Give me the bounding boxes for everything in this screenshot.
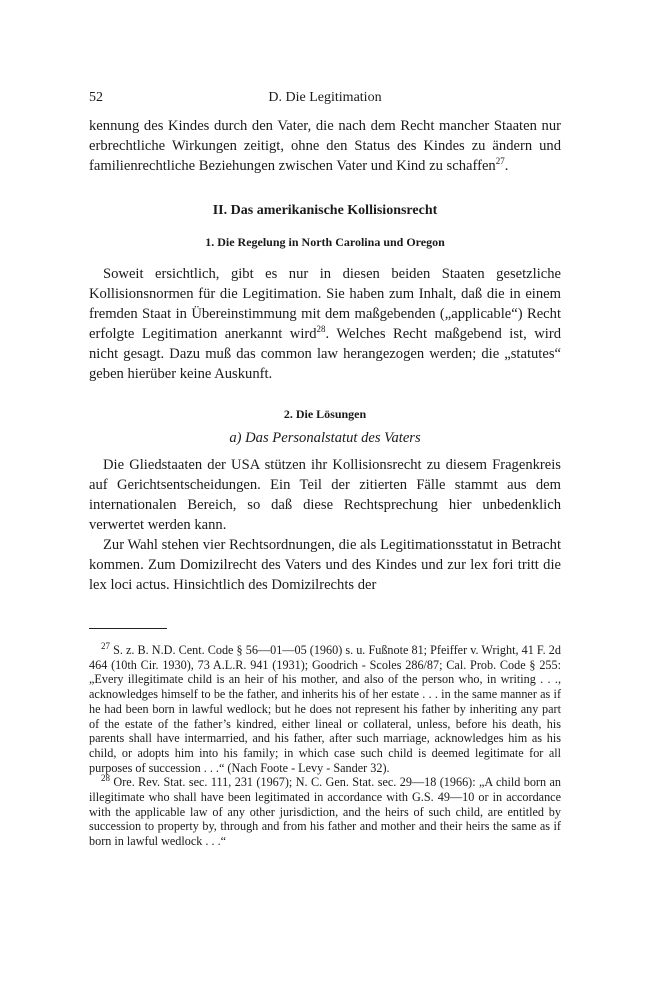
section-heading: II. Das amerikanische Kollisionsrecht (212, 203, 438, 218)
paragraph-text: . Welches Recht maßgebend ist, wird nicht gesagt. Dazu muß das common law herangezogen werden; die „statutes“ geben hierüber keine Auskunft. (89, 326, 561, 382)
paragraph-continuation (89, 116, 561, 176)
running-head: D. Die Legitimation (268, 90, 382, 105)
footnote-27 (89, 640, 561, 775)
footnote-28 (89, 775, 561, 849)
page-header (89, 90, 561, 116)
footnote-ref-28: 28 (316, 324, 326, 335)
footnote-text: S. z. B. N.D. Cent. Code § 56—01—05 (1960) s. u. Fußnote 81; Pfeiffer v. Wright, 41 F. 2d 464 (10th Cir. 1930), 73 A.L.R. 941 (1931); Goodrich - Scoles 286/87; Cal. Prob. Code § 255: „Every illegitimate child is an heir of his mother, and also of the person who, in writing . . ., acknowledges himself to be the father, and inherits his of her estate . . . in the same manner as if he had been born in lawful wedlock; but he does not represent his father by inheriting any part of the estate of the father’s kindred, either lineal or collateral, unless, before his death, his parents shall have intermarried, and his father, after such marriage, acknowledges him as his child, or adopts him into his family; in which case such child is deemed legitimate for all purposes of succession . . .“ (Nach Foote - Levy - Sander 32). (89, 643, 561, 775)
subsection-heading-1: 1. Die Regelung in North Carolina und Oregon (205, 235, 445, 249)
subsubsection-heading: a) Das Personalstatut des Vaters (229, 430, 421, 446)
page-number: 52 (89, 90, 103, 105)
book-page (89, 90, 561, 849)
paragraph-case-law: Die Gliedstaaten der USA stützen ihr Kollisionsrecht zu diesem Fragenkreis auf Gerichtsentscheidungen. Ein Teil der zitierten Fälle stammt aus dem internationalen Bereich, so daß diese Rechtsprechung hier unbedenklich verwertet werden kann. (89, 457, 561, 533)
paragraph-text: kennung des Kindes durch den Vater, die nach dem Recht mancher Staaten nur erbrechtliche Wirkungen zeitigt, ohne den Status des Kindes zu ändern und familienrechtliche Beziehungen zwischen Vater und Kind zu schaffen (89, 118, 561, 174)
footnote-text: Ore. Rev. Stat. sec. 111, 231 (1967); N. C. Gen. Stat. sec. 29—18 (1966): „A child born an illegitimate who shall have been legitimated in accordance with G.S. 49—10 or in accordance with the applicable law of any other jurisdiction, and the heirs of such child, are entitled by succession to property by, through and from his father and mother and their heirs the same as if born in lawful wedlock . . .“ (89, 775, 561, 849)
paragraph-text: Soweit ersichtlich, gibt es nur in diesen beiden Staaten gesetzliche Kollisionsnormen für die Legitimation. Sie haben zum Inhalt, daß die in einem fremden Staat in Übereinstimmung mit dem maßgebenden („applicable“) Recht erfolgte Legitimation anerkannt wird (89, 266, 561, 342)
paragraph-end: . (504, 158, 509, 174)
subsection-heading-2: 2. Die Lösungen (283, 407, 367, 421)
paragraph-collision-norms (89, 264, 561, 384)
footnote-mark-28: 28 (101, 773, 110, 784)
footnote-divider (89, 628, 167, 629)
footnote-mark-27: 27 (101, 640, 110, 651)
footnote-ref-27: 27 (495, 156, 505, 167)
paragraph-choice-of-law: Zur Wahl stehen vier Rechtsordnungen, die als Legitimationsstatut in Betracht kommen. Zum Domizilrecht des Vaters und des Kindes und zur lex fori tritt die lex loci actus. Hinsichtlich des Domizilrechts der (89, 537, 561, 593)
